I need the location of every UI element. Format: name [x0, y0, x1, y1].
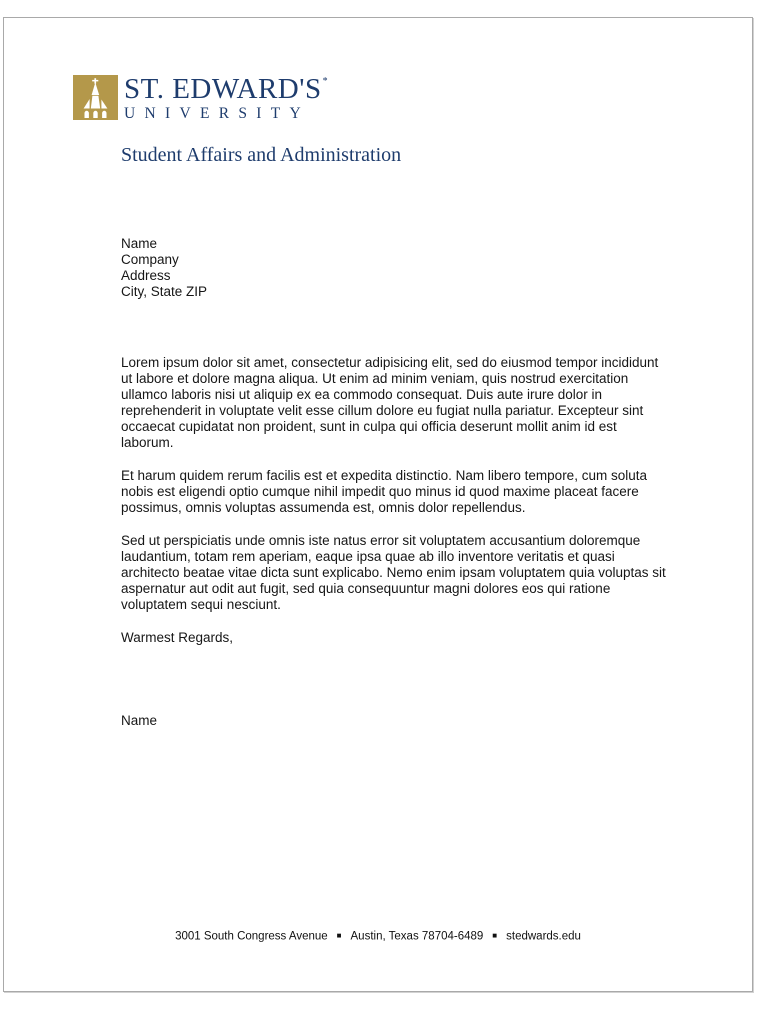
footer-city-state-zip: Austin, Texas 78704-6489	[350, 930, 484, 943]
tower-icon	[73, 75, 118, 120]
square-separator-icon: ■	[336, 931, 342, 940]
signature-name: Name	[121, 713, 158, 728]
closing-line: Warmest Regards,	[121, 630, 234, 645]
university-wordmark	[124, 75, 328, 122]
recipient-city-state-zip: City, State ZIP	[121, 284, 208, 299]
letter-body	[121, 236, 671, 729]
recipient-block	[121, 236, 671, 300]
square-separator-icon: ■	[492, 931, 498, 940]
university-name: ST. EDWARD'S	[124, 73, 322, 105]
recipient-name: Name	[121, 236, 158, 251]
letter-page	[3, 17, 753, 992]
page-footer	[4, 929, 752, 944]
body-paragraph-3: Sed ut perspiciatis unde omnis iste natus error sit voluptatem accusantium doloremque laudantium, totam rem aperiam, eaque ipsa quae ab illo inventore veritatis et quasi architecto beatae vitae dicta sunt explicabo. Nemo enim ipsam voluptatem quia voluptas sit aspernatur aut odit aut fugit, sed quia consequuntur magni dolores eos qui ratione voluptatem sequi nesciunt.	[121, 533, 666, 612]
university-subname: UNIVERSITY	[124, 105, 310, 122]
letterhead	[73, 75, 328, 122]
footer-street-address: 3001 South Congress Avenue	[175, 930, 328, 943]
footer-website: stedwards.edu	[506, 930, 581, 943]
body-paragraph-1: Lorem ipsum dolor sit amet, consectetur adipisicing elit, sed do eiusmod tempor incididunt ut labore et dolore magna aliqua. Ut enim ad minim veniam, quis nostrud exercitation ullamco laboris nisi ut aliquip ex ea commodo consequat. Duis aute irure dolor in reprehenderit in voluptate velit esse cillum dolore eu fugiat nulla pariatur. Excepteur sint occaecat cupidatat non proident, sunt in culpa qui officia deserunt mollit anim id est laborum.	[121, 355, 659, 450]
recipient-address: Address	[121, 268, 171, 283]
university-logo	[73, 75, 118, 120]
recipient-company: Company	[121, 252, 179, 267]
trademark-symbol: *	[322, 76, 328, 87]
department-title: Student Affairs and Administration	[121, 144, 402, 166]
body-paragraph-2: Et harum quidem rerum facilis est et expedita distinctio. Nam libero tempore, cum soluta nobis est eligendi optio cumque nihil impedit quo minus id quod maxime placeat facere possimus, omnis voluptas assumenda est, omnis dolor repellendus.	[121, 468, 647, 515]
